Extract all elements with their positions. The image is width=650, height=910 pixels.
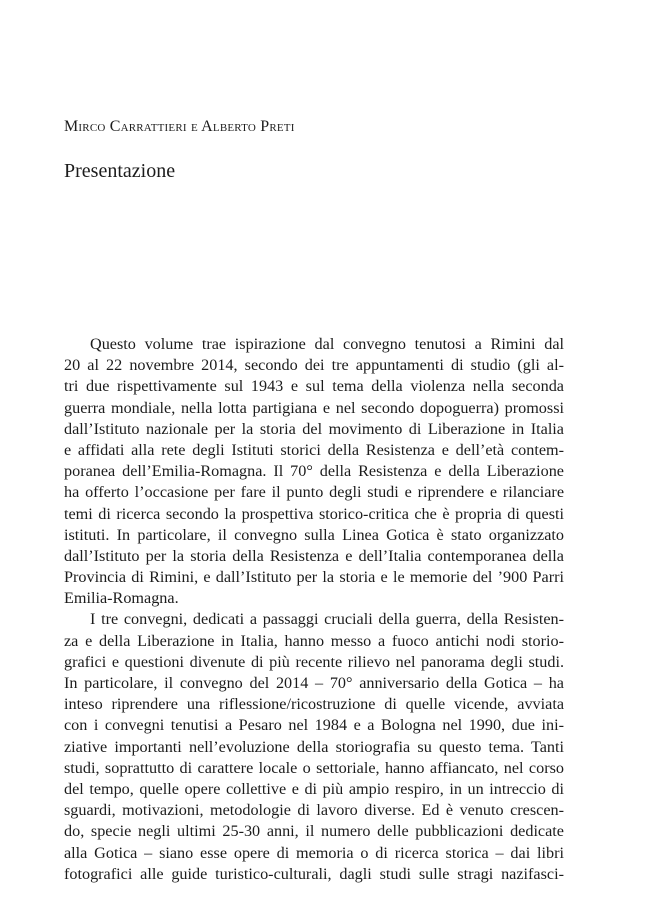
text-line: do, specie negli ultimi 25-30 anni, il numero delle pubblicazioni dedicate <box>64 822 564 841</box>
text-line: inteso riprendere una riflessione/ricostruzione di quelle vicende, avviata <box>64 695 564 714</box>
text-line: 20 al 22 novembre 2014, secondo dei tre appuntamenti di studio (gli al- <box>64 356 564 375</box>
text-line: ha offerto l’occasione per fare il punto degli studi e riprendere e rilanciare <box>64 483 564 502</box>
chapter-authors: Mirco Carrattieri e Alberto Preti <box>64 118 295 135</box>
paragraph <box>64 609 564 884</box>
text-line: tri due rispettivamente sul 1943 e sul tema della violenza nella seconda <box>64 377 564 396</box>
text-line: istituti. In particolare, il convegno sulla Linea Gotica è stato organizzato <box>64 525 564 544</box>
text-line: alla Gotica – siano esse opere di memoria o di ricerca storica – dai libri <box>64 843 564 862</box>
text-line: ziative importanti nell’evoluzione della storiografia su questo tema. Tanti <box>64 737 564 756</box>
text-line: dall’Istituto nazionale per la storia del movimento di Liberazione in Italia <box>64 419 564 438</box>
chapter-title: Presentazione <box>64 160 176 182</box>
text-line: I tre convegni, dedicati a passaggi cruciali della guerra, della Resisten- <box>90 610 564 629</box>
text-line: In particolare, il convegno del 2014 – 70° anniversario della Gotica – ha <box>64 674 564 692</box>
text-line: Questo volume trae ispirazione dal convegno tenutosi a Rimini dal <box>90 335 564 353</box>
text-line: Emilia-Romagna. <box>64 589 179 608</box>
text-line: e affidati alla rete degli Istituti storici della Resistenza e dell’età contem- <box>64 440 564 459</box>
text-line: studi, soprattutto di carattere locale o settoriale, hanno affiancato, nel corso <box>64 758 564 777</box>
chapter-body <box>64 334 564 885</box>
text-line: fotografici alle guide turistico-culturali, dagli studi sulle stragi nazifasci- <box>64 864 564 883</box>
text-line: con i convegni tenutisi a Pesaro nel 1984 e a Bologna nel 1990, due ini- <box>64 716 564 735</box>
text-line: Provincia di Rimini, e dall’Istituto per la storia e le memorie del ’900 Parri <box>64 568 564 587</box>
text-line: dall’Istituto per la storia della Resistenza e dell’Italia contemporanea della <box>64 546 564 565</box>
text-line: temi di ricerca secondo la prospettiva storico-critica che è propria di questi <box>64 504 564 523</box>
text-line: del tempo, quelle opere collettive e di più ampio respiro, in un intreccio di <box>64 779 564 798</box>
paragraph <box>64 334 564 609</box>
text-line: grafici e questioni divenute di più recente rilievo nel panorama degli studi. <box>64 652 564 671</box>
text-line: guerra mondiale, nella lotta partigiana e nel secondo dopoguerra) promossi <box>64 398 564 417</box>
text-line: sguardi, motivazioni, metodologie di lavoro diverse. Ed è venuto crescen- <box>64 801 564 820</box>
text-line: poranea dell’Emilia-Romagna. Il 70° della Resistenza e della Liberazione <box>64 462 564 481</box>
text-line: za e della Liberazione in Italia, hanno messo a fuoco antichi nodi storio- <box>64 631 564 650</box>
